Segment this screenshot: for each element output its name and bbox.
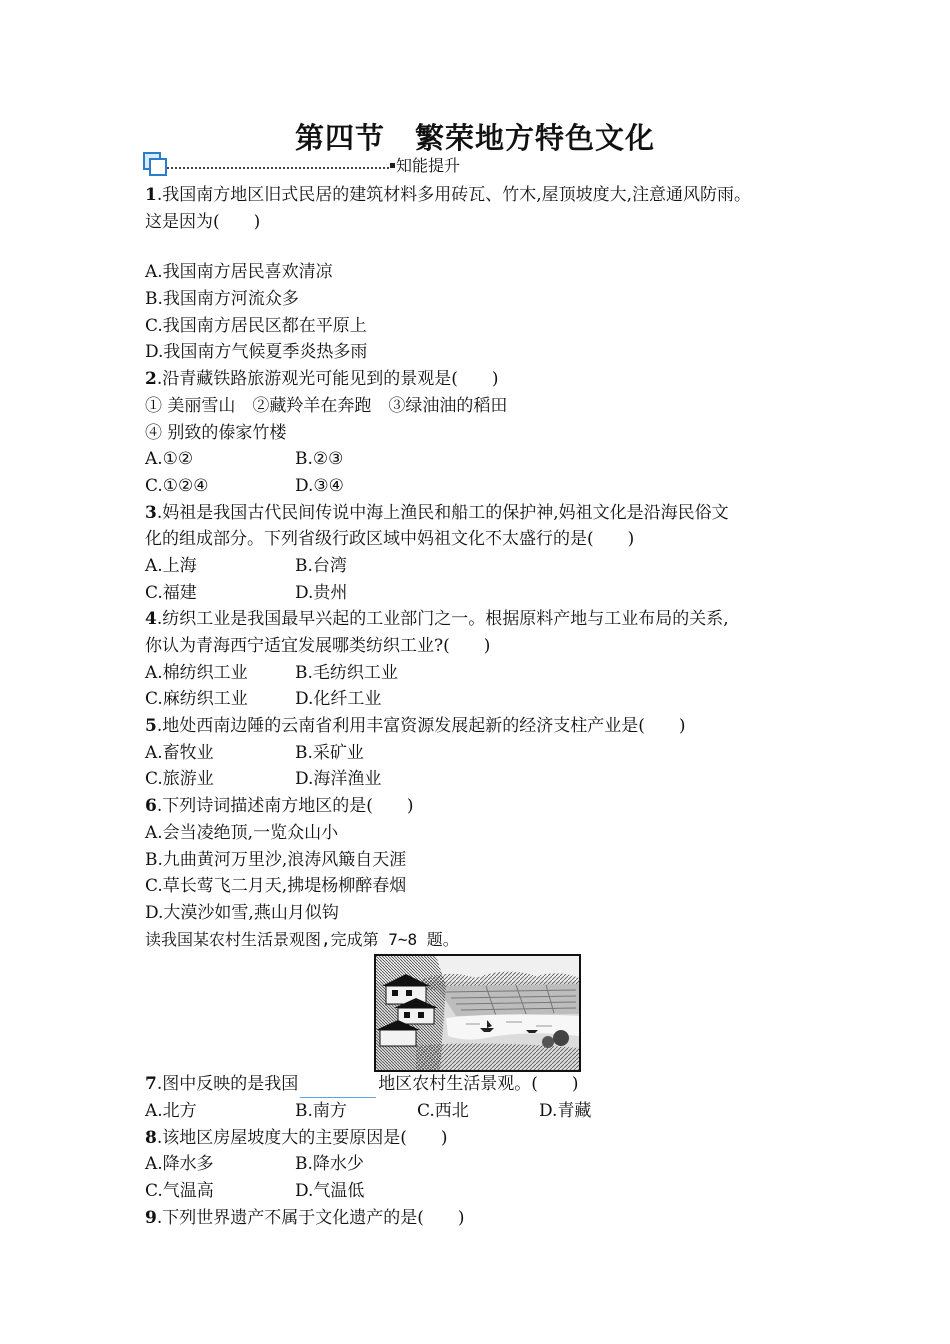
question-1-option-d: D.我国南方气候夏季炎热多雨	[145, 342, 368, 363]
question-1-option-a: A.我国南方居民喜欢清凉	[145, 262, 333, 283]
question-7-option-c: C.西北	[417, 1100, 469, 1121]
question-2-option-d: D.③④	[295, 475, 344, 496]
question-6-option-d: D.大漠沙如雪,燕山月似钩	[145, 902, 339, 923]
question-5-stem: 5.地处西南边陲的云南省利用丰富资源发展起新的经济支柱产业是( )	[145, 716, 686, 737]
question-7-option-d: D.青藏	[539, 1100, 592, 1121]
question-4-stem-cont: 你认为青海西宁适宜发展哪类纺织工业?( )	[145, 636, 491, 656]
question-2-option-a: A.①②	[145, 449, 194, 470]
question-5-option-d: D.海洋渔业	[295, 769, 382, 790]
question-5-option-c: C.旅游业	[145, 769, 214, 790]
question-7-stem: 7.图中反映的是我国 地区农村生活景观。( )	[145, 1071, 835, 1098]
question-4-options-row2	[145, 686, 835, 713]
question-2-items-cont: ④ 别致的傣家竹楼	[145, 422, 287, 443]
question-6-option-a: A.会当凌绝顶,一览众山小	[145, 822, 339, 843]
question-2-options-row1	[145, 446, 835, 473]
question-8-option-b: B.降水少	[295, 1154, 364, 1175]
question-8-options-row1	[145, 1151, 835, 1178]
question-3-options-row2	[145, 580, 835, 607]
question-3-option-d: D.贵州	[295, 582, 348, 603]
dotted-rule	[167, 167, 389, 169]
question-8-stem: 8.该地区房屋坡度大的主要原因是( )	[145, 1127, 448, 1148]
page-title: 第四节 繁荣地方特色文化	[294, 121, 655, 155]
question-3-option-b: B.台湾	[295, 555, 347, 576]
question-2-option-c: C.①②④	[145, 475, 209, 496]
question-3-option-c: C.福建	[145, 582, 197, 603]
question-4-option-d: D.化纤工业	[295, 689, 382, 710]
question-8-option-a: A.降水多	[145, 1154, 214, 1175]
question-5-option-b: B.采矿业	[295, 742, 364, 763]
question-8-option-c: C.气温高	[145, 1181, 214, 1201]
question-4-stem: 4.纺织工业是我国最早兴起的工业部门之一。根据原料产地与工业布局的关系,	[145, 609, 729, 630]
stacked-squares-icon	[143, 152, 165, 174]
question-2-stem: 2.沿青藏铁路旅游观光可能见到的景观是( )	[145, 369, 499, 390]
question-6-option-c: C.草长莺飞二月天,拂堤杨柳醉春烟	[145, 876, 407, 897]
question-5-option-a: A.畜牧业	[145, 742, 214, 763]
question-1-stem: 1.我国南方地区旧式民居的建筑材料多用砖瓦、竹木,屋顶坡度大,注意通风防雨。	[145, 185, 752, 205]
question-9-stem: 9.下列世界遗产不属于文化遗产的是( )	[145, 1207, 465, 1228]
question-5-options-row1	[145, 740, 835, 767]
square-bullet-icon	[390, 163, 395, 168]
question-3-stem: 3.妈祖是我国古代民间传说中海上渔民和船工的保护神,妈祖文化是沿海民俗文	[145, 502, 729, 523]
question-6-stem: 6.下列诗词描述南方地区的是( )	[145, 796, 414, 817]
question-8-option-d: D.气温低	[295, 1181, 365, 1201]
section-label: 知能提升	[396, 156, 461, 175]
question-2-option-b: B.②③	[295, 449, 344, 470]
question-5-options-row2	[145, 766, 835, 793]
question-6-option-b: B.九曲黄河万里沙,浪涛风簸自天涯	[145, 849, 407, 870]
question-list	[145, 182, 835, 1231]
question-2-options-row2	[145, 473, 835, 500]
question-2-items: ① 美丽雪山 ②藏羚羊在奔跑 ③绿油油的稻田	[145, 395, 508, 416]
question-1-option-c: C.我国南方居民区都在平原上	[145, 315, 367, 336]
question-4-option-c: C.麻纺织工业	[145, 689, 248, 710]
village-landscape-figure	[374, 954, 581, 1072]
question-8-options-row2	[145, 1178, 835, 1205]
answer-blank[interactable]	[300, 1077, 376, 1098]
section-banner	[143, 150, 483, 178]
question-3-option-a: A.上海	[145, 555, 197, 576]
question-4-options-row1	[145, 660, 835, 687]
question-4-option-a: A.棉纺织工业	[145, 662, 248, 683]
question-4-option-b: B.毛纺织工业	[295, 662, 398, 683]
question-1-stem-cont: 这是因为( )	[145, 211, 261, 232]
question-3-options-row1	[145, 553, 835, 580]
question-7-options-row	[145, 1098, 835, 1125]
question-7-option-b: B.南方	[295, 1100, 347, 1121]
question-1-option-b: B.我国南方河流众多	[145, 289, 299, 310]
question-3-stem-cont: 化的组成部分。下列省级行政区域中妈祖文化不太盛行的是( )	[145, 529, 635, 550]
village-landscape-illustration	[376, 956, 579, 1070]
question-7-option-a: A.北方	[145, 1100, 197, 1121]
reading-instruction: 读我国某农村生活景观图,完成第 7~8 题。	[145, 929, 459, 949]
